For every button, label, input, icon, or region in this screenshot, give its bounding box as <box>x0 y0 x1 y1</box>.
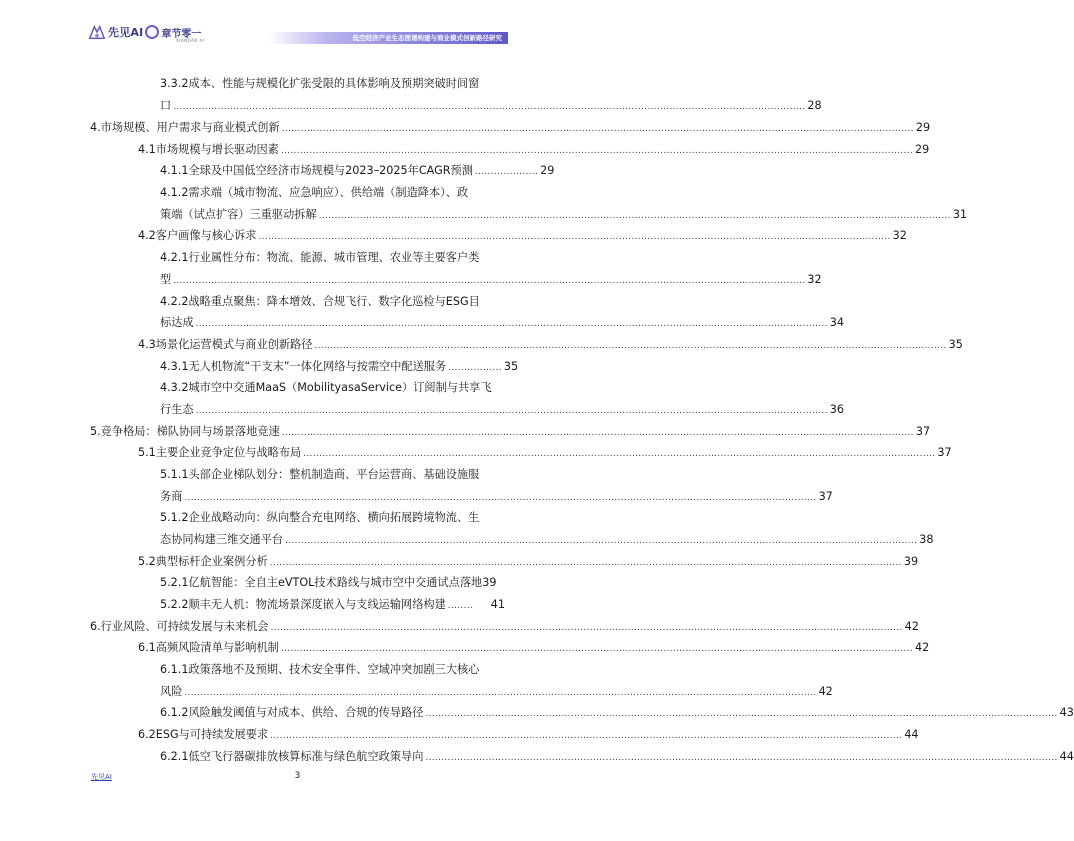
page-ref: 32 <box>892 229 907 242</box>
dot-leader: ........................................................................................................................................................................................................ <box>195 406 828 416</box>
toc-entry[interactable]: 5.2.1亿航智能：全自主eVTOL技术路线与城市空中交通试点落地 39 <box>160 576 497 589</box>
dot-leader: ........................................................................................................................................................................................................ <box>285 536 918 546</box>
toc-entry[interactable]: 4.1.2需求端（城市物流、应急响应）、供给端（制造降本）、政 <box>160 186 469 199</box>
page-ref: 41 <box>490 598 505 611</box>
toc-entry[interactable]: 4.1市场规模与增长驱动因素 ........................................................................................................................................................................................................ 29 <box>138 143 930 156</box>
page-ref: 36 <box>829 403 844 416</box>
toc-entry[interactable]: 务商 ........................................................................................................................................................................................................ 37 <box>160 490 833 503</box>
dot-leader: ........................................................................................................................................................................................................ <box>184 688 817 698</box>
page-ref: 34 <box>829 316 844 329</box>
dot-leader: ........................................................................................................................................................................................................ <box>184 493 817 503</box>
dot-leader: ........................................................................................................................................................................................................ <box>425 709 1058 719</box>
brand-ring-icon <box>144 24 160 40</box>
page-ref: 42 <box>904 620 919 633</box>
dot-leader: ........................................................................................................................................................................................................ <box>314 341 947 351</box>
page-ref: 38 <box>919 533 934 546</box>
document-title: 低空经济产业生态图谱构建与商业模式创新路径研究 <box>352 34 502 42</box>
toc-entry[interactable]: 3.3.2成本、性能与规模化扩张受限的具体影响及预期突破时间窗 <box>160 77 480 90</box>
toc-entry[interactable]: 5.1主要企业竞争定位与战略布局 ........................................................................................................................................................................................................ 37 <box>138 446 952 459</box>
dot-leader: ........................................................................................................................................................................................................ <box>280 146 914 156</box>
toc-entry[interactable]: 6.2.1低空飞行器碳排放核算标准与绿色航空政策导向 ........................................................................................................................................................................................................ 44 <box>160 750 1074 763</box>
toc-entry[interactable]: 4.2.1行业属性分布：物流、能源、城市管理、农业等主要客户类 <box>160 251 480 264</box>
page-ref: 35 <box>948 338 963 351</box>
toc-entry[interactable]: 5.竞争格局：梯队协同与场景落地竞速 ........................................................................................................................................................................................................ 37 <box>90 425 931 438</box>
page-ref: 39 <box>903 555 919 568</box>
dot-leader: ................. <box>448 363 502 373</box>
toc-entry[interactable]: 4.市场规模、用户需求与商业模式创新 ........................................................................................................................................................................................................ 29 <box>90 121 931 134</box>
dot-leader: ........................................................................................................................................................................................................ <box>173 102 806 112</box>
toc-entry[interactable]: 6.1高频风险清单与影响机制 ........................................................................................................................................................................................................ 42 <box>138 641 930 654</box>
page-ref: 42 <box>818 685 833 698</box>
page-ref: 44 <box>1059 750 1074 763</box>
toc-entry[interactable]: 行生态 ........................................................................................................................................................................................................ 36 <box>160 403 844 416</box>
toc-entry[interactable]: 6.2ESG与可持续发展要求 ........................................................................................................................................................................................................ 44 <box>138 728 919 741</box>
dot-leader: ........................................................................................................................................................................................................ <box>280 644 914 654</box>
toc-entry[interactable]: 风险 ........................................................................................................................................................................................................ 42 <box>160 685 833 698</box>
dot-leader: ........................................................................................................................................................................................................ <box>281 124 914 134</box>
toc-entry[interactable]: 5.2.2顺丰无人机：物流场景深度嵌入与支线运输网络构建 ........ 41 <box>160 598 505 611</box>
toc-entry[interactable]: 4.2客户画像与核心诉求 ........................................................................................................................................................................................................ 32 <box>138 229 907 242</box>
dot-leader: ........................................................................................................................................................................................................ <box>195 319 828 329</box>
page-ref: 29 <box>915 143 930 156</box>
page-ref: 35 <box>503 360 519 373</box>
toc-entry[interactable]: 5.1.2企业战略动向：纵向整合充电网络、横向拓展跨境物流、生 <box>160 511 480 524</box>
toc-entry[interactable]: 4.1.1全球及中国低空经济市场规模与2023–2025年CAGR预测 .................... 29 <box>160 164 555 177</box>
page-number: 3 <box>294 771 301 781</box>
brand-name: 先见AI <box>108 26 144 39</box>
page-ref: 44 <box>904 728 919 741</box>
page-ref: 31 <box>952 208 968 221</box>
dot-leader: ........................................................................................................................................................................................................ <box>270 731 903 741</box>
page-ref: 37 <box>915 425 931 438</box>
page-ref: 29 <box>915 121 931 134</box>
page-ref: 29 <box>540 164 555 177</box>
toc-entry[interactable]: 型 ........................................................................................................................................................................................................ 32 <box>160 273 822 286</box>
toc-entry[interactable]: 6.1.1政策落地不及预期、技术安全事件、空域冲突加剧三大核心 <box>160 663 480 676</box>
dot-leader: ........................................................................................................................................................................................................ <box>281 428 914 438</box>
dot-leader: ........................................................................................................................................................................................................ <box>258 232 891 242</box>
page-ref: 32 <box>807 273 822 286</box>
dot-leader: ........................................................................................................................................................................................................ <box>318 211 951 221</box>
logo-icon <box>88 23 106 41</box>
page-ref: 37 <box>818 490 833 503</box>
toc-entry[interactable]: 标达成 ........................................................................................................................................................................................................ 34 <box>160 316 844 329</box>
toc-entry[interactable]: 6.1.2风险触发阈值与对成本、供给、合规的传导路径 ........................................................................................................................................................................................................ 43 <box>160 706 1074 719</box>
brand-secondary: 章节零一 <box>161 28 202 40</box>
page-ref: 43 <box>1059 706 1074 719</box>
page-ref: 28 <box>807 99 822 112</box>
dot-leader: ........................................................................................................................................................................................................ <box>425 753 1058 763</box>
toc-entry[interactable]: 4.3场景化运营模式与商业创新路径 ........................................................................................................................................................................................................ 35 <box>138 338 963 351</box>
toc-entry[interactable]: 策端（试点扩容）三重驱动拆解 ........................................................................................................................................................................................................ 31 <box>160 208 968 221</box>
toc-entry[interactable]: 5.1.1头部企业梯队划分：整机制造商、平台运营商、基础设施服 <box>160 468 480 481</box>
dot-leader: .................... <box>474 167 539 177</box>
toc-entry[interactable]: 6.行业风险、可持续发展与未来机会 ........................................................................................................................................................................................................ 42 <box>90 620 919 633</box>
toc-entry[interactable]: 口 ........................................................................................................................................................................................................ 28 <box>160 99 822 112</box>
page-header <box>88 18 508 48</box>
toc-entry[interactable]: 5.2典型标杆企业案例分析 ........................................................................................................................................................................................................ 39 <box>138 555 919 568</box>
page-ref: 39 <box>482 576 497 589</box>
page-ref: 42 <box>915 641 930 654</box>
brand-subtitle: XIANJIAN AI <box>176 38 205 43</box>
toc-entry[interactable]: 态协同构建三维交通平台 ........................................................................................................................................................................................................ 38 <box>160 533 934 546</box>
dot-leader: ........................................................................................................................................................................................................ <box>303 449 936 459</box>
footer-link[interactable]: 先见AI <box>91 773 112 781</box>
dot-leader: ........ <box>447 601 474 611</box>
dot-leader: ........................................................................................................................................................................................................ <box>173 276 806 286</box>
page-ref: 37 <box>937 446 952 459</box>
dot-leader: ........................................................................................................................................................................................................ <box>269 558 902 568</box>
toc-entry[interactable]: 4.3.2城市空中交通MaaS（MobilityasaService）订阅制与共享飞 <box>160 381 492 394</box>
toc-entry[interactable]: 4.3.1无人机物流“干支末”一体化网络与按需空中配送服务 ................. 35 <box>160 360 519 373</box>
toc-entry[interactable]: 4.2.2战略重点聚焦：降本增效、合规飞行、数字化巡检与ESG目 <box>160 295 480 308</box>
dot-leader: ........................................................................................................................................................................................................ <box>270 623 903 633</box>
